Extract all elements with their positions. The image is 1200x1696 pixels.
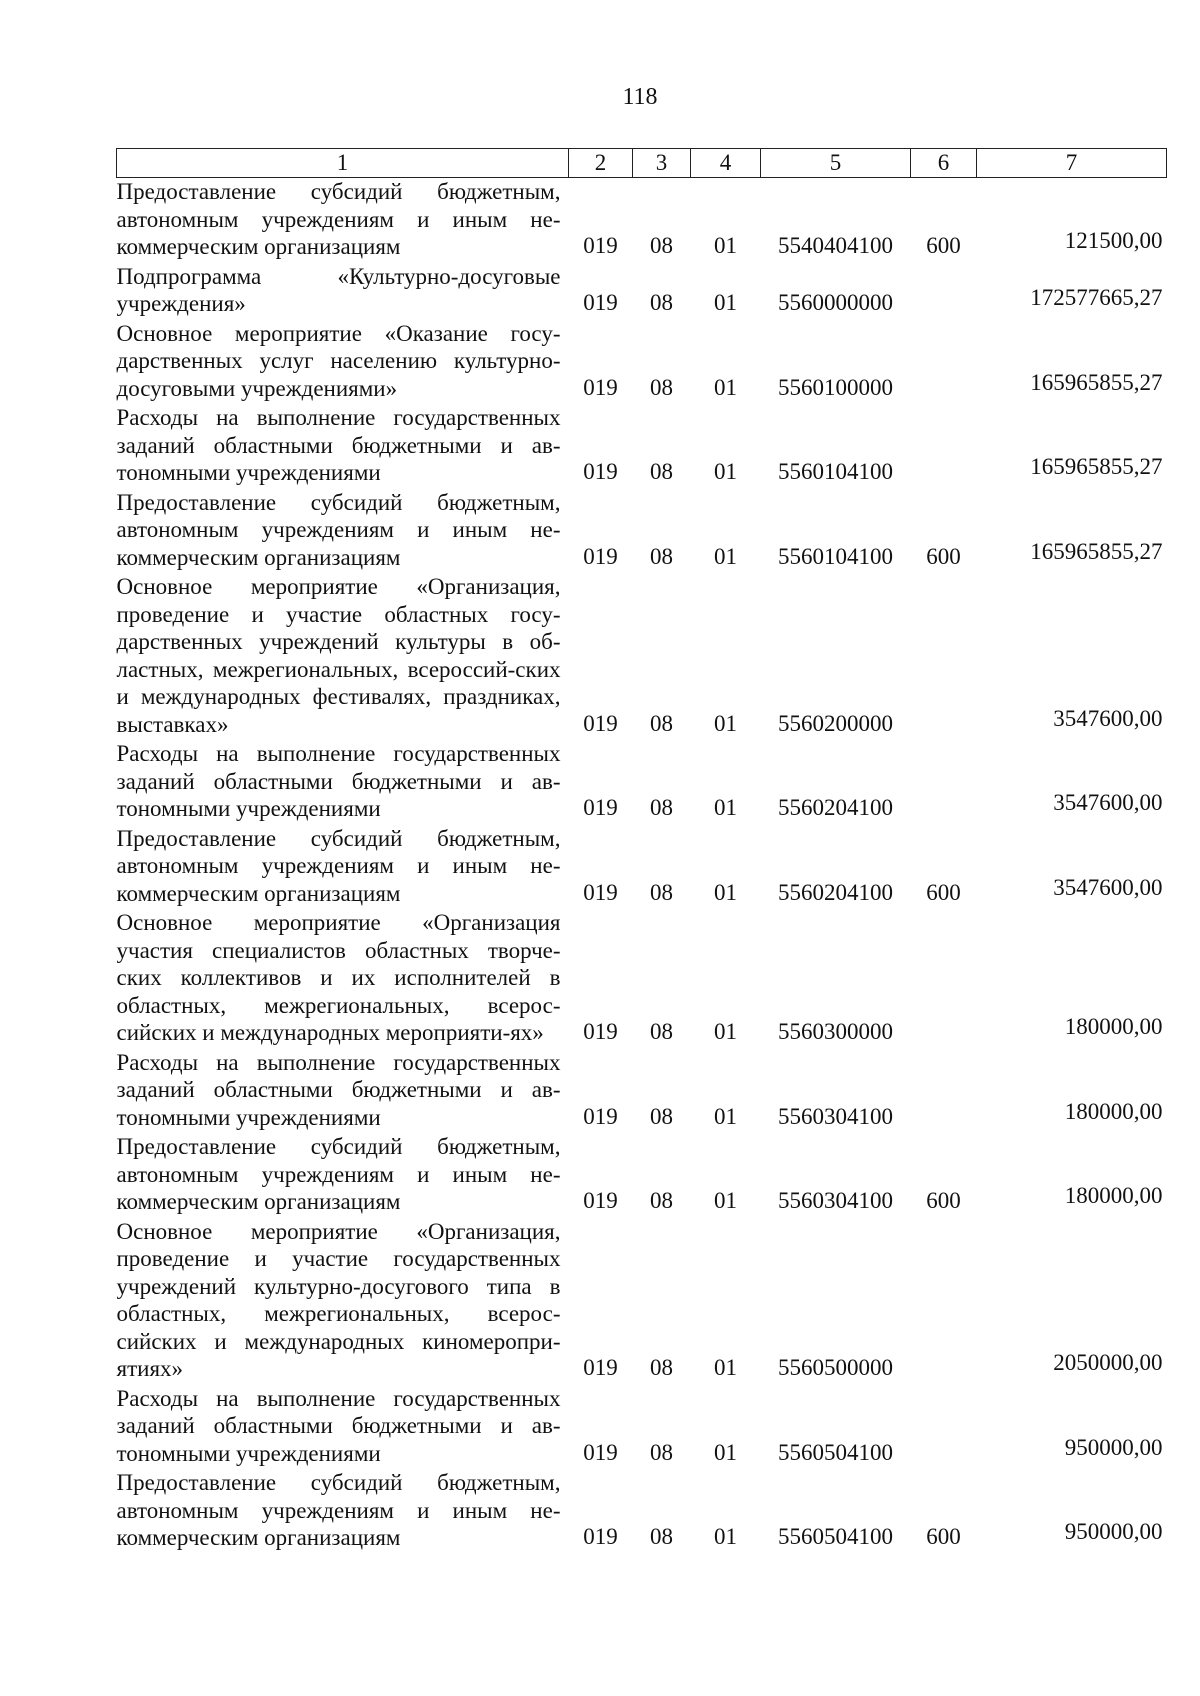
table-row [117,825,1167,910]
row-amount: 3547600,00 [1053,874,1163,900]
row-code-4: 01 [714,1355,737,1380]
header-row [117,149,1167,178]
row-code-4: 01 [714,710,737,736]
row-amount: 172577665,27 [1030,285,1163,310]
row-code-4: 01 [714,1103,737,1129]
row-code-3: 08 [650,710,673,736]
row-code-3: 08 [650,543,673,569]
row-code-2: 019 [583,233,618,258]
row-code-6: 600 [926,879,961,905]
row-description: Расходы на выполнение государственных заданий областными бюджетными и ав-тономными учреждениями [116,405,561,485]
row-code-5: 5560104100 [778,543,893,569]
row-code-2: 019 [583,459,618,484]
row-code-6: 600 [926,1524,961,1549]
row-code-4: 01 [714,290,737,315]
row-code-4: 01 [714,879,737,905]
row-code-3: 08 [650,1019,673,1044]
row-code-6 [911,573,977,740]
row-code-6 [911,404,977,489]
row-code-2: 019 [583,1524,618,1549]
table-row [117,489,1167,574]
row-amount: 3547600,00 [1053,790,1163,815]
row-description: Предоставление субсидий бюджетным, автономным учреждениям и иным не-коммерческим организациям [116,489,561,570]
row-description: Основное мероприятие «Организация, проведение и участие областных госу-дарственных учреждений культуры в об-ластных, межрегиональных, всероссий-ских и международных фестивалях, праздниках, выставках» [116,574,561,737]
row-code-4: 01 [714,459,737,484]
row-code-6 [911,1218,977,1385]
row-code-3: 08 [650,1103,673,1129]
row-code-3: 08 [650,879,673,905]
col-header-4: 4 [691,149,761,178]
row-code-2: 019 [583,543,618,569]
row-code-3: 08 [650,1439,673,1465]
col-header-1: 1 [117,149,569,178]
col-header-7: 7 [977,149,1167,178]
row-code-5: 5560204100 [778,795,893,820]
row-code-4: 01 [714,233,737,258]
row-description: Основное мероприятие «Организация, проведение и участие государственных учреждений культурно-досугового типа в областных, межрегиональных, всерос-сийских и международных киномеропри-ятиях» [116,1218,561,1381]
row-code-2: 019 [583,710,618,736]
row-amount: 121500,00 [1064,228,1163,253]
row-code-2: 019 [583,290,618,315]
row-code-2: 019 [583,1439,618,1465]
row-code-4: 01 [714,1019,737,1044]
row-amount: 3547600,00 [1053,705,1163,731]
row-amount: 950000,00 [1064,1519,1163,1544]
row-code-3: 08 [650,374,673,400]
row-code-3: 08 [650,290,673,315]
row-code-5: 5560104100 [778,459,893,484]
row-code-4: 01 [714,795,737,820]
table-row [117,178,1167,263]
row-amount: 950000,00 [1064,1434,1163,1460]
row-code-6 [911,740,977,825]
row-code-2: 019 [583,1103,618,1129]
row-code-5: 5560204100 [778,879,893,905]
row-code-2: 019 [583,795,618,820]
row-amount: 2050000,00 [1053,1350,1163,1375]
col-header-5: 5 [761,149,911,178]
table-row [117,320,1167,405]
row-code-5: 5560304100 [778,1103,893,1129]
table-row [117,1133,1167,1218]
row-code-6 [911,320,977,405]
row-description: Предоставление субсидий бюджетным, автономным учреждениям и иным не-коммерческим организациям [116,179,561,259]
col-header-2: 2 [569,149,633,178]
row-amount: 165965855,27 [1030,369,1163,395]
row-amount: 165965855,27 [1030,454,1163,479]
row-code-2: 019 [583,1188,618,1213]
row-code-5: 5560100000 [778,374,893,400]
row-code-5: 5560504100 [778,1524,893,1549]
row-code-4: 01 [714,1439,737,1465]
table-row [117,740,1167,825]
row-description: Предоставление субсидий бюджетным, автономным учреждениям и иным не-коммерческим организациям [116,825,561,906]
row-description: Предоставление субсидий бюджетным, автономным учреждениям и иным не-коммерческим организациям [116,1470,561,1550]
col-header-3: 3 [633,149,691,178]
row-code-6 [911,263,977,320]
table-row [117,909,1167,1049]
table-row [117,1049,1167,1134]
row-code-6 [911,1385,977,1470]
row-amount: 180000,00 [1064,1183,1163,1208]
table-row [117,263,1167,320]
row-code-5: 5560304100 [778,1188,893,1213]
row-code-6: 600 [926,233,961,258]
row-code-2: 019 [583,879,618,905]
row-description: Предоставление субсидий бюджетным, автономным учреждениям и иным не-коммерческим организациям [116,1134,561,1214]
row-code-6: 600 [926,1188,961,1213]
row-amount: 180000,00 [1064,1014,1163,1039]
row-code-4: 01 [714,374,737,400]
table-row [117,404,1167,489]
col-header-6: 6 [911,149,977,178]
table-row [117,573,1167,740]
row-code-6 [911,909,977,1049]
budget-table [116,148,1167,1554]
row-code-2: 019 [583,374,618,400]
row-code-5: 5560000000 [778,290,893,315]
row-code-5: 5560500000 [778,1355,893,1380]
row-code-6 [911,1049,977,1134]
table-row [117,1218,1167,1385]
row-description: Расходы на выполнение государственных заданий областными бюджетными и ав-тономными учреждениями [116,741,561,821]
row-code-5: 5560504100 [778,1439,893,1465]
row-description: Расходы на выполнение государственных заданий областными бюджетными и ав-тономными учреждениями [116,1385,561,1466]
row-code-3: 08 [650,795,673,820]
page-number: 118 [622,84,658,110]
row-code-3: 08 [650,233,673,258]
row-description: Основное мероприятие «Оказание госу-дарственных услуг населению культурно-досуговыми учреждениями» [116,320,561,401]
row-description: Основное мероприятие «Организация участия специалистов областных творче-ских коллективов и их исполнителей в областных, межрегиональных, всерос-сийских и международных мероприяти-ях» [116,910,561,1045]
row-code-2: 019 [583,1355,618,1380]
row-code-3: 08 [650,1355,673,1380]
row-code-6: 600 [926,543,961,569]
row-code-4: 01 [714,1524,737,1549]
row-description: Подпрограмма «Культурно-досуговые учреждения» [116,263,561,316]
row-code-5: 5560300000 [778,1019,893,1044]
row-description: Расходы на выполнение государственных заданий областными бюджетными и ав-тономными учреждениями [116,1049,561,1130]
table-row [117,1469,1167,1554]
row-code-5: 5540404100 [778,233,893,258]
table-row [117,1385,1167,1470]
row-code-3: 08 [650,1188,673,1213]
row-amount: 180000,00 [1064,1098,1163,1124]
row-code-4: 01 [714,543,737,569]
row-code-4: 01 [714,1188,737,1213]
row-code-3: 08 [650,459,673,484]
row-code-3: 08 [650,1524,673,1549]
row-code-2: 019 [583,1019,618,1044]
row-amount: 165965855,27 [1030,538,1163,564]
row-code-5: 5560200000 [778,710,893,736]
